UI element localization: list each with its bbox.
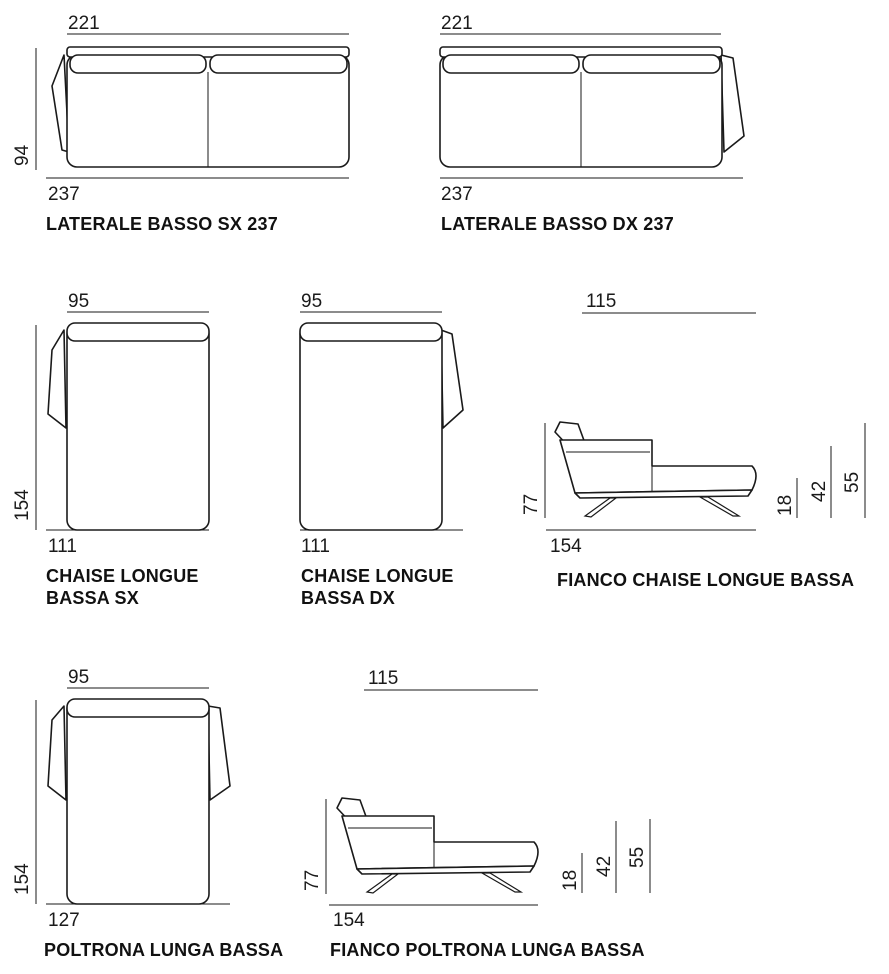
bottom-dimension-label: 111 [48,536,77,557]
top-dimension-label: 221 [441,13,473,34]
module-fianco-chaise [521,291,865,590]
module-title-line-1: CHAISE LONGUE [46,566,199,586]
top-dimension-label: 95 [68,667,90,688]
module-chaise-dx [300,291,463,608]
rear-leg [482,873,521,892]
module-chaise-sx [12,291,209,608]
side-arm [441,330,463,428]
back-cushion-left [443,55,579,73]
chaise-plan-dx [300,323,463,530]
sofa-plan-laterale-sx [52,47,349,167]
back-cushion-right [210,55,347,73]
bottom-dimension-label: 154 [333,910,365,931]
seat-outline [67,700,209,904]
top-dimension-label: 115 [368,668,399,689]
height-dimension-label: 77 [302,869,323,891]
chaise-side-view [555,422,756,517]
height-dimension-label: 77 [521,493,542,515]
bottom-dimension-label: 237 [48,184,80,205]
module-title: LATERALE BASSO SX 237 [46,214,278,234]
left-arm [48,706,66,800]
bottom-dimension-label: 237 [441,184,473,205]
back-cushion [67,323,209,341]
seat-profile [342,816,538,869]
back-cushion-right [583,55,720,73]
module-laterale-sx [12,13,349,234]
seat-outline [300,325,442,530]
module-title-line-1: CHAISE LONGUE [301,566,454,586]
side-arm [48,330,66,428]
seat-height-label-1: 18 [560,869,581,891]
armchair-plan [48,699,230,904]
bottom-dimension-label: 154 [550,536,582,557]
bottom-dimension-label: 111 [301,536,330,557]
back-cushion-left [70,55,206,73]
seat-height-label-3: 55 [627,846,648,868]
height-dimension-label: 94 [12,144,33,166]
seat-height-label-3: 55 [842,471,863,493]
right-arm [208,706,230,800]
seat-height-label-2: 42 [809,480,830,502]
module-laterale-dx [440,13,744,234]
module-title: FIANCO POLTRONA LUNGA BASSA [330,940,645,960]
top-dimension-label: 95 [68,291,90,312]
module-title: POLTRONA LUNGA BASSA [44,940,284,960]
top-dimension-label: 115 [586,291,617,312]
back-cushion [300,323,442,341]
back-cushion [67,699,209,717]
front-leg [585,498,616,517]
seat-outline [67,325,209,530]
front-leg [367,874,398,893]
module-title: FIANCO CHAISE LONGUE BASSA [557,570,855,590]
height-dimension-label: 154 [12,863,33,895]
seat-height-label-1: 18 [775,494,796,516]
sofa-plan-laterale-dx [440,47,744,167]
height-dimension-label: 154 [12,489,33,521]
bottom-dimension-label: 127 [48,910,80,931]
module-poltrona [12,667,283,960]
chaise-plan-sx [48,323,209,530]
armchair-side-view [337,798,538,893]
seat-height-label-2: 42 [594,855,615,877]
top-dimension-label: 95 [301,291,323,312]
module-title-line-2: BASSA SX [46,588,139,608]
rear-leg [700,497,739,516]
module-title-line-2: BASSA DX [301,588,395,608]
module-title: LATERALE BASSO DX 237 [441,214,674,234]
top-dimension-label: 221 [68,13,100,34]
side-arm [721,55,744,152]
seat-profile [560,440,756,493]
module-fianco-poltrona [302,668,650,960]
